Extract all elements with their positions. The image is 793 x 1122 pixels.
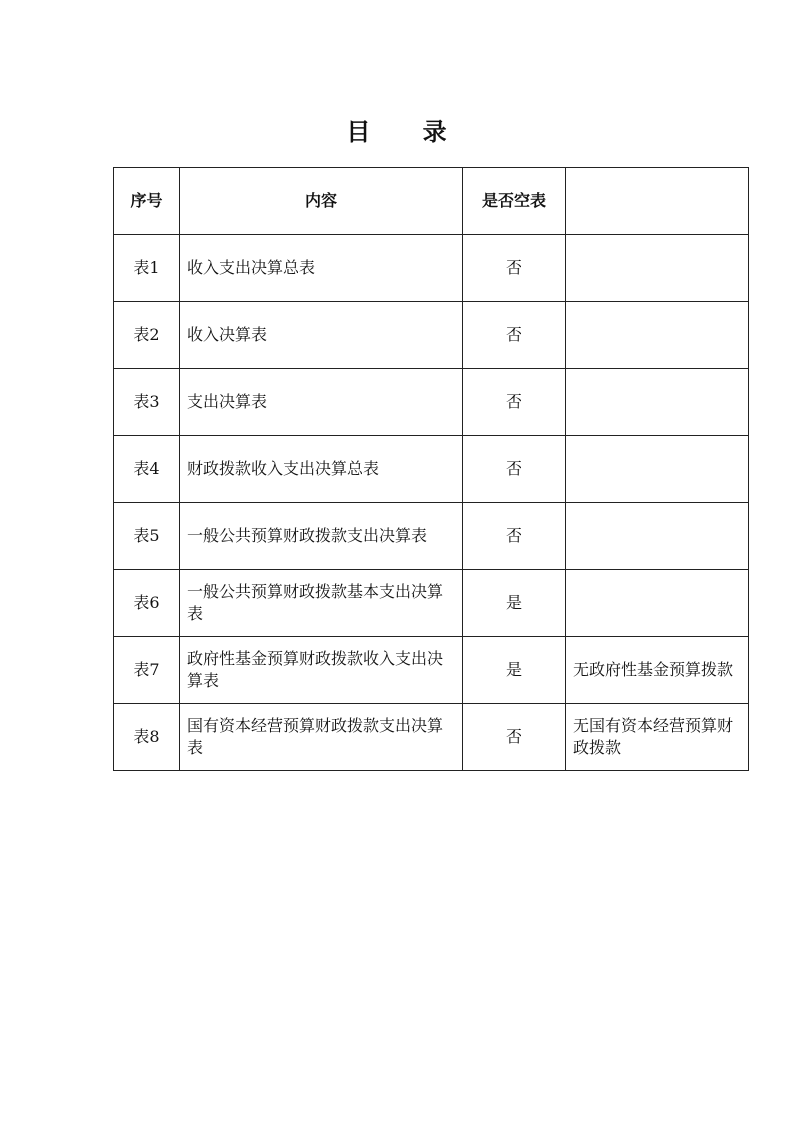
row-note [566,302,749,369]
row-content: 收入决算表 [180,302,463,369]
row-is-empty: 是 [463,637,566,704]
row-note: 无政府性基金预算拨款 [566,637,749,704]
row-content: 一般公共预算财政拨款支出决算表 [180,503,463,570]
row-note [566,235,749,302]
row-content: 一般公共预算财政拨款基本支出决算表 [180,570,463,637]
table-row [114,436,749,503]
header-serial-number: 序号 [114,168,180,235]
row-serial-number: 表1 [114,235,180,302]
table-row [114,302,749,369]
row-note [566,503,749,570]
row-is-empty: 否 [463,235,566,302]
row-serial-number: 表2 [114,302,180,369]
table-row [114,704,749,771]
row-serial-number: 表4 [114,436,180,503]
row-serial-number: 表8 [114,704,180,771]
row-content: 国有资本经营预算财政拨款支出决算表 [180,704,463,771]
row-content: 政府性基金预算财政拨款收入支出决算表 [180,637,463,704]
row-serial-number: 表5 [114,503,180,570]
table-header-row [114,168,749,235]
row-serial-number: 表6 [114,570,180,637]
table-row [114,235,749,302]
table-row [114,369,749,436]
row-content: 财政拨款收入支出决算总表 [180,436,463,503]
row-is-empty: 否 [463,302,566,369]
contents-table [113,167,749,771]
page-title: 目 录 [346,118,469,146]
row-serial-number: 表7 [114,637,180,704]
row-content: 收入支出决算总表 [180,235,463,302]
header-content: 内容 [180,168,463,235]
header-is-empty: 是否空表 [463,168,566,235]
row-is-empty: 否 [463,503,566,570]
row-is-empty: 否 [463,704,566,771]
table-row [114,503,749,570]
row-note [566,369,749,436]
row-note [566,570,749,637]
row-is-empty: 否 [463,436,566,503]
row-serial-number: 表3 [114,369,180,436]
row-note: 无国有资本经营预算财政拨款 [566,704,749,771]
row-content: 支出决算表 [180,369,463,436]
row-note [566,436,749,503]
header-note [566,168,749,235]
row-is-empty: 否 [463,369,566,436]
row-is-empty: 是 [463,570,566,637]
table-row [114,570,749,637]
table-row [114,637,749,704]
